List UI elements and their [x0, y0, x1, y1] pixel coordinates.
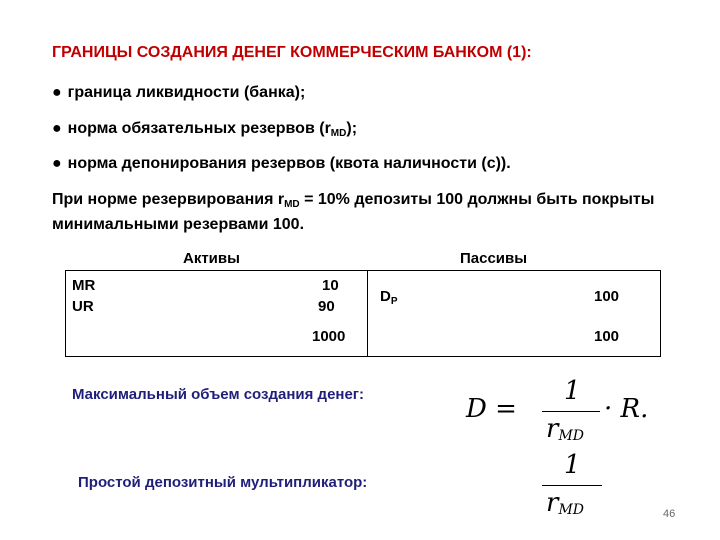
bullet-dot-icon: ● — [52, 120, 62, 137]
formula-denominator: $r_{MD}$ — [546, 488, 584, 518]
formula-multiplier — [538, 452, 618, 524]
formula-denominator: $r_{MD}$ — [546, 414, 584, 444]
formula-numerator: 1 — [564, 450, 581, 480]
liability-total: 100 — [594, 328, 620, 345]
asset-label-mr: MR — [72, 277, 96, 294]
bullet-dot-icon: ● — [52, 155, 62, 172]
bullet-dot-icon: ● — [52, 84, 62, 101]
slide-title: ГРАНИЦЫ СОЗДАНИЯ ДЕНЕГ КОММЕРЧЕСКИМ БАНКОМ (1): — [52, 44, 532, 61]
asset-value-mr: 10 — [322, 277, 339, 294]
formula-lhs: D = — [466, 394, 517, 424]
formula-label-multiplier: Простой депозитный мультипликатор: — [78, 474, 368, 491]
formula-rhs: · R. — [604, 394, 649, 424]
liability-value: 100 — [594, 288, 620, 305]
fraction-bar — [542, 411, 600, 412]
formula-numerator: 1 — [564, 376, 581, 406]
page-number: 46 — [663, 508, 676, 520]
asset-total: 1000 — [312, 328, 346, 345]
asset-label-ur: UR — [72, 298, 94, 315]
assets-header: Активы — [183, 250, 240, 267]
asset-value-ur: 90 — [318, 298, 335, 315]
table-divider — [367, 271, 368, 356]
liability-label: $D_P$ — [380, 288, 398, 307]
fraction-bar — [542, 485, 602, 486]
balance-sheet-table — [65, 270, 661, 357]
example-paragraph: При норме резервирования $r_{MD} = 10\%$ депозиты 100 должны быть покрыты минимальными резервами 100. — [52, 191, 655, 233]
liabilities-header: Пассивы — [460, 250, 528, 267]
formula-label-max-money: Максимальный объем создания денег: — [72, 386, 365, 403]
bullet-item-reserve-ratio: ● норма обязательных резервов $(r_{MD})$; — [52, 120, 358, 139]
formula-max-money — [466, 378, 666, 448]
bullet-item-liquidity: ● граница ликвидности (банка); — [52, 84, 306, 101]
bullet-item-deposit-ratio: ● норма депонирования резервов (квота наличности (c)). — [52, 155, 511, 172]
